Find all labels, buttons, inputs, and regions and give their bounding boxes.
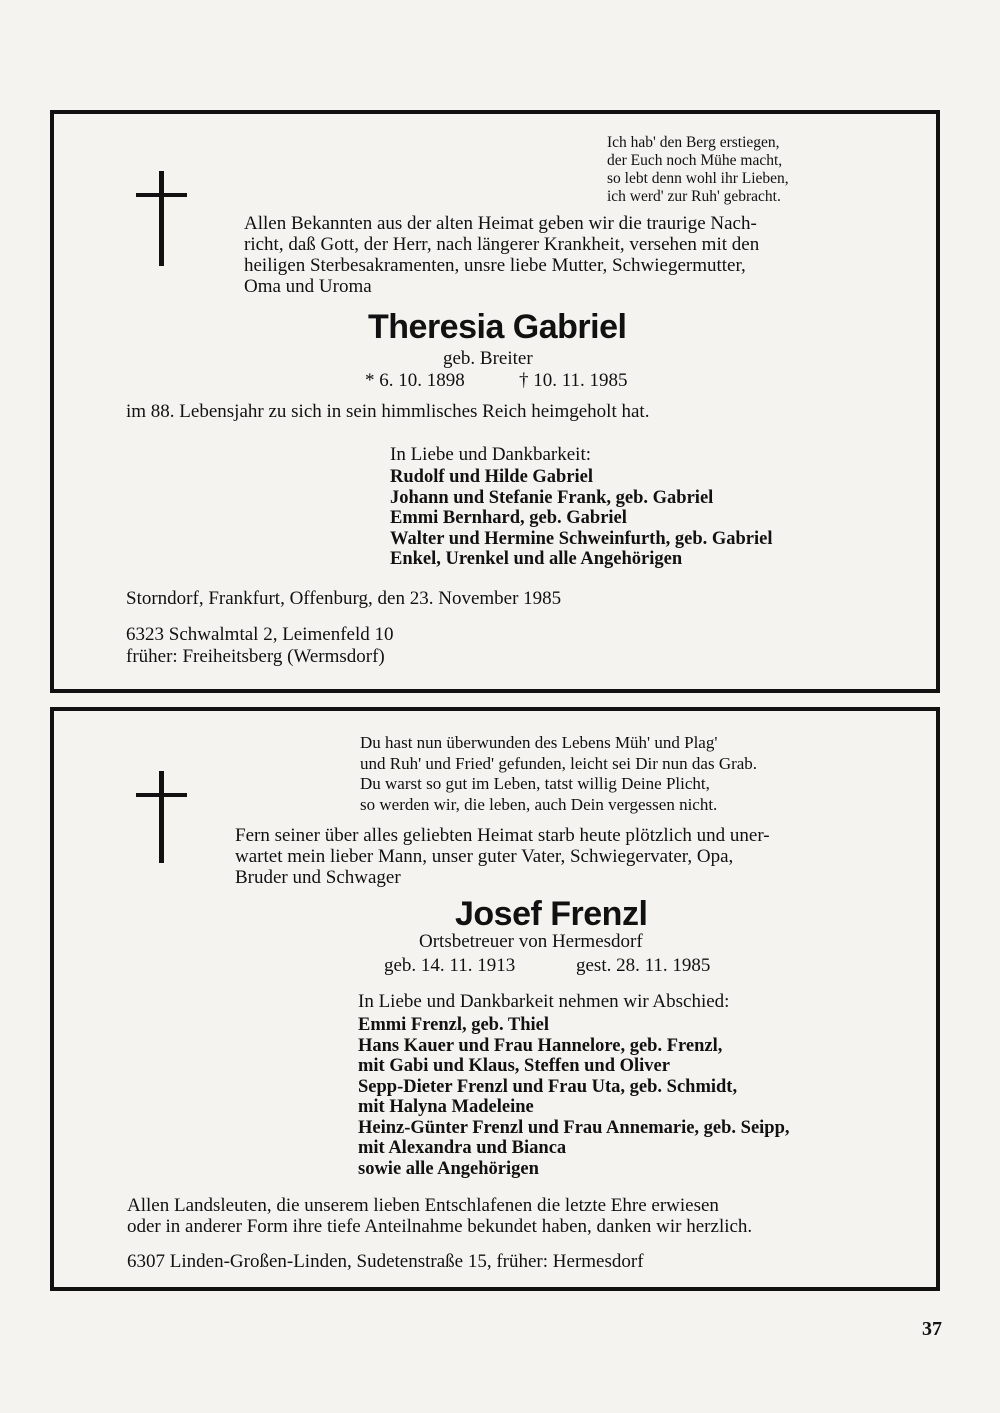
poem: Ich hab' den Berg erstiegen, der Euch noch Mühe macht, so lebt denn wohl ihr Lieben, ich werd' zur Ruh' gebracht.	[607, 134, 789, 205]
family-list: Rudolf und Hilde Gabriel Johann und Stefanie Frank, geb. Gabriel Emmi Bernhard, geb. Gabriel Walter und Hermine Schweinfurth, geb. Gabriel Enkel, Urenkel und alle Angehörigen	[390, 467, 773, 569]
cross-icon	[136, 771, 187, 863]
maiden-name: geb. Breiter	[443, 348, 533, 369]
thanks-paragraph: Allen Landsleuten, die unserem lieben Entschlafenen die letzte Ehre erwiesen oder in anderer Form ihre tiefe Anteilnahme bekundet haben, danken wir herzlich.	[127, 1195, 753, 1237]
death-date: † 10. 11. 1985	[519, 370, 628, 391]
former-address: früher: Freiheitsberg (Wermsdorf)	[126, 646, 385, 667]
deceased-title: Ortsbetreuer von Hermesdorf	[419, 931, 643, 952]
after-text: im 88. Lebensjahr zu sich in sein himmlisches Reich heimgeholt hat.	[126, 401, 650, 422]
place-date: Storndorf, Frankfurt, Offenburg, den 23. November 1985	[126, 588, 562, 609]
deceased-name: Theresia Gabriel	[368, 308, 627, 346]
obituary-notice-gabriel	[50, 110, 940, 693]
birth-date: * 6. 10. 1898	[365, 370, 465, 391]
address: 6307 Linden-Großen-Linden, Sudetenstraße 15, früher: Hermesdorf	[127, 1251, 644, 1272]
cross-icon	[136, 171, 187, 266]
death-date: gest. 28. 11. 1985	[576, 955, 711, 976]
obituary-notice-frenzl	[50, 707, 940, 1291]
birth-date: geb. 14. 11. 1913	[384, 955, 516, 976]
love-heading: In Liebe und Dankbarkeit:	[390, 444, 592, 465]
intro-paragraph: Allen Bekannten aus der alten Heimat geben wir die traurige Nach- richt, daß Gott, der Herr, nach längerer Krankheit, versehen mit den heiligen Sterbesakramenten, unsre liebe Mutter, Schwiegermutter, Oma und Uroma	[244, 213, 760, 297]
love-heading: In Liebe und Dankbarkeit nehmen wir Abschied:	[358, 991, 730, 1012]
address: 6323 Schwalmtal 2, Leimenfeld 10	[126, 624, 394, 645]
intro-paragraph: Fern seiner über alles geliebten Heimat starb heute plötzlich und uner- wartet mein lieber Mann, unser guter Vater, Schwiegervater, Opa, Bruder und Schwager	[235, 825, 770, 888]
poem: Du hast nun überwunden des Lebens Müh' und Plag' und Ruh' und Fried' gefunden, leicht sei Dir nun das Grab. Du warst so gut im Leben, tatst willig Deine Plicht, so werden wir, die leben, auch Dein vergessen nicht.	[360, 733, 758, 814]
deceased-name: Josef Frenzl	[455, 895, 648, 933]
family-list: Emmi Frenzl, geb. Thiel Hans Kauer und Frau Hannelore, geb. Frenzl, mit Gabi und Klaus, Steffen und Oliver Sepp-Dieter Frenzl und Frau Uta, geb. Schmidt, mit Halyna Madeleine Heinz-Günter Frenzl und Frau Annemarie, geb. Seipp, mit Alexandra und Bianca sowie alle Angehörigen	[358, 1015, 790, 1179]
page-number: 37	[922, 1318, 942, 1340]
